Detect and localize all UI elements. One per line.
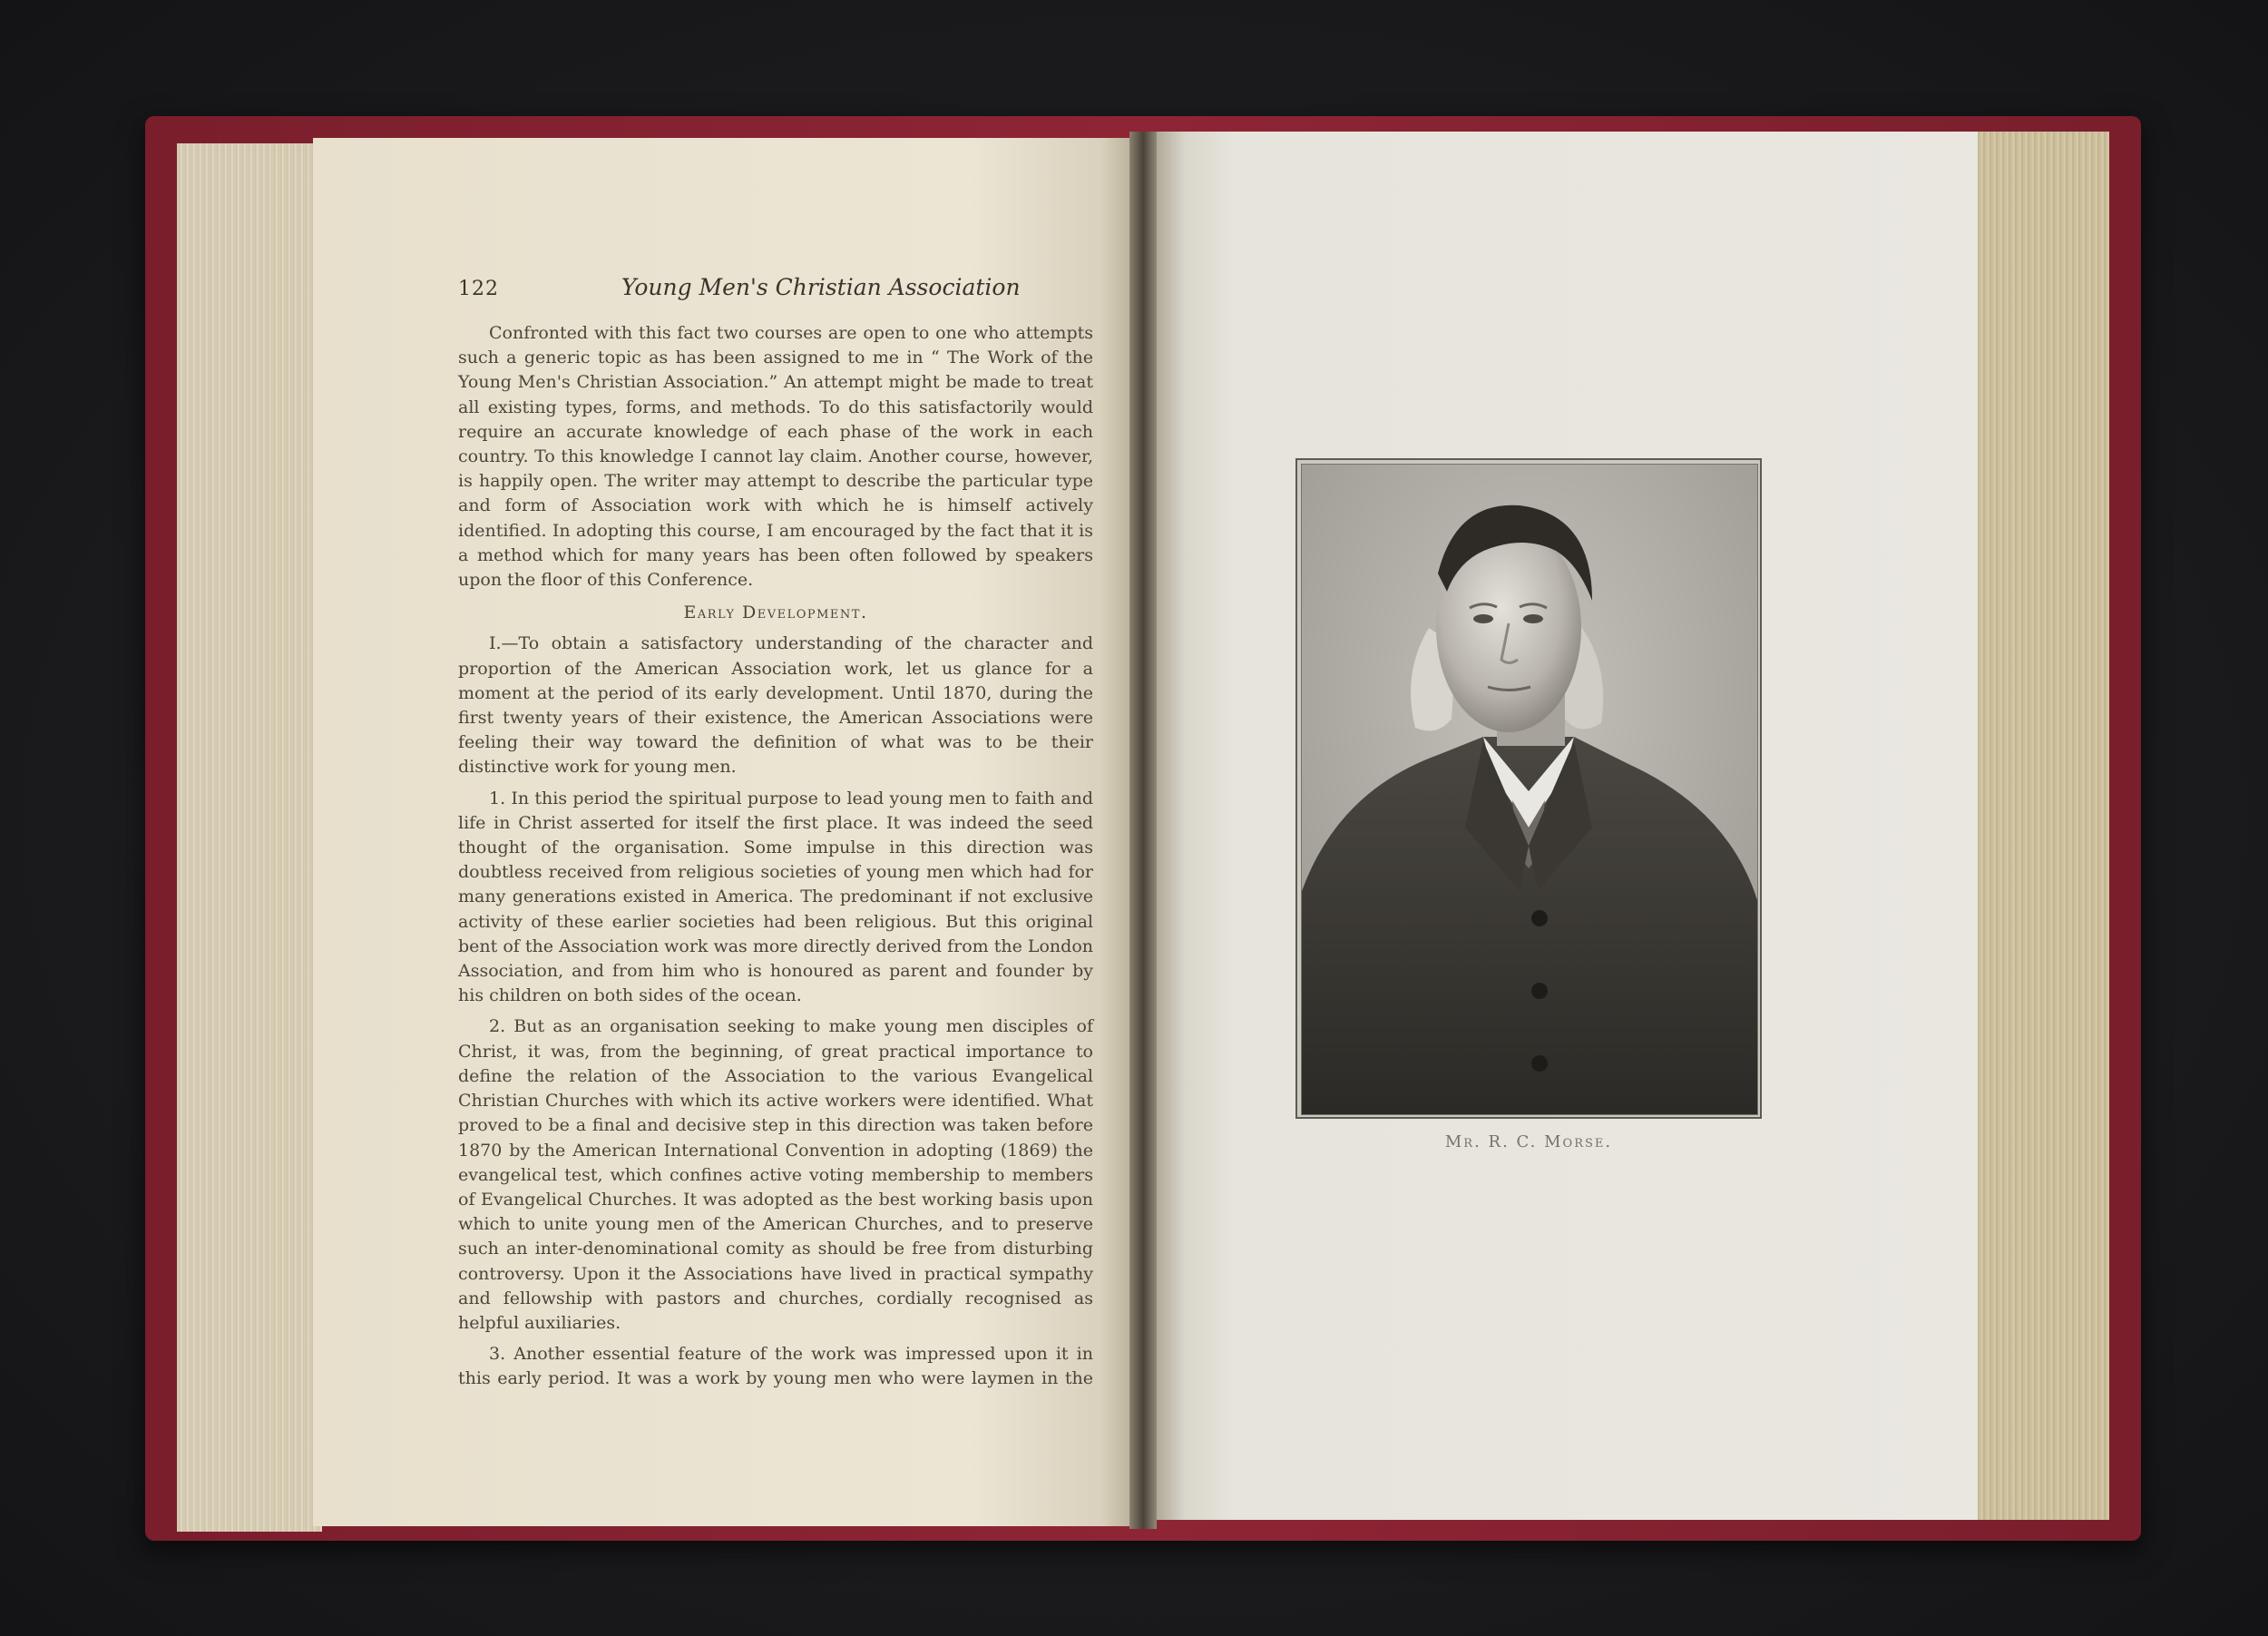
paragraph-section-4: 3. Another essential feature of the work was impressed upon it in this early period. It was a work by young men who were laymen in the <box>458 1344 1093 1389</box>
coat-button <box>1531 983 1548 999</box>
right-page-edges <box>1973 132 2109 1520</box>
portrait-caption: Mr. R. C. Morse. <box>1444 1132 1613 1151</box>
portrait-plate <box>1295 458 1762 1119</box>
running-title: Young Men's Christian Association <box>621 274 1021 300</box>
paragraph-section-3: 2. But as an organisation seeking to make young men disciples of Christ, it was, from the beginning, of great practical importance to define the relation of the Association to the various Evangelical Christian Churches with which its active workers were identified. What proved to be a final and decisive step in this direction was taken before 1870 by the American International Convention in adopting (1869) the evangelical test, which confines active voting membership to members of Evangelical Churches. It was adopted as the best working basis upon which to unite young men of the American Churches, and to preserve such an inter-denominational comity as should be free from disturbing controversy. Upon it the Associations have lived in practical sympathy and fellowship with pastors and churches, cordially recognised as helpful auxiliaries. <box>458 1016 1093 1333</box>
book-gutter <box>1129 132 1157 1529</box>
left-page-text <box>458 321 1093 1392</box>
portrait-photo <box>1302 465 1757 1114</box>
running-head <box>458 274 1093 314</box>
coat-button <box>1531 910 1548 926</box>
section-heading: Early Development. <box>683 602 868 623</box>
paragraph-section-2: 1. In this period the spiritual purpose to lead young men to faith and life in Christ asserted for itself the first place. It was indeed the seed thought of the organisation. Some impulse in this direction was doubtless received from religious societies of young men which had for many generations existed in America. The predominant if not exclusive activity of these earlier societies had been religious. But this original bent of the Association work was more directly derived from the London Association, and from him who is honoured as parent and founder by his children on both sides of the ocean. <box>458 788 1093 1006</box>
left-page-edges <box>177 143 322 1532</box>
coat-button <box>1531 1055 1548 1072</box>
paragraph-intro: Confronted with this fact two courses are open to one who attempts such a generic topic as has been assigned to me in “ The Work of the Young Men's Christian Association.” An attempt might be made to treat all existing types, forms, and methods. To do this satisfactorily would require an accurate knowledge of each phase of the work in each country. To this knowledge I cannot lay claim. Another course, however, is happily open. The writer may attempt to describe the particular type and form of Association work with which he is himself actively identified. In adopting this course, I am encouraged by the fact that it is a method which for many years has been often followed by speakers upon the floor of this Conference. <box>458 323 1093 591</box>
page-number: 122 <box>458 278 499 300</box>
paragraph-section-1: I.—To obtain a satisfactory understanding of the character and proportion of the American Association work, let us glance for a moment at the period of its early development. Until 1870, during the first twenty years of their existence, the American Associations were feeling their way toward the definition of what was to be their distinctive work for young men. <box>458 633 1093 778</box>
